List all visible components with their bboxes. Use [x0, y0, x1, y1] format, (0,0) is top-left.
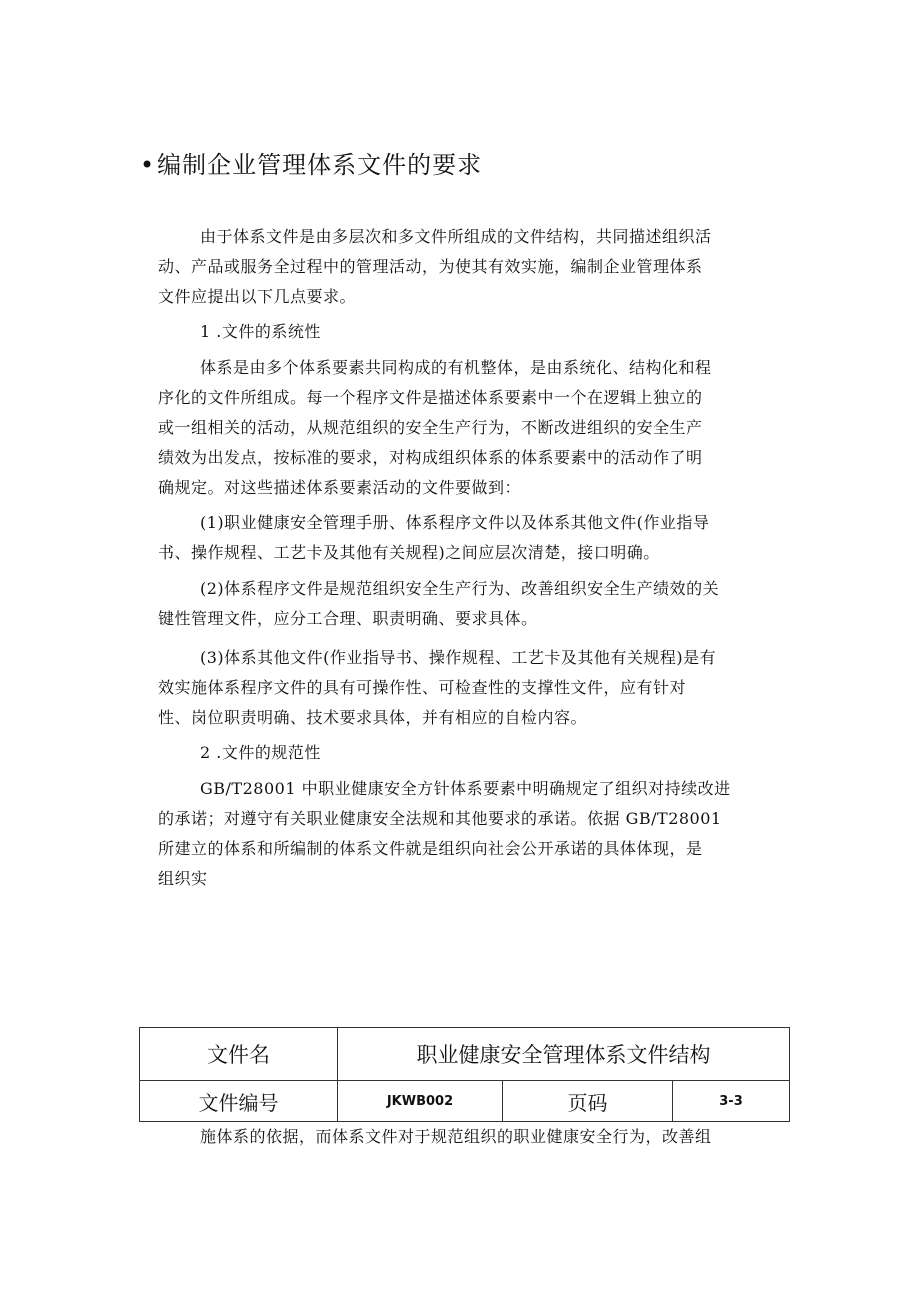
paragraph-line: 效实施体系程序文件的具有可操作性、可检查性的支撑性文件，应有针对 [158, 678, 687, 697]
paragraph-item-2 [158, 574, 780, 634]
paragraph-line: 确规定。对这些描述体系要素活动的文件要做到： [158, 478, 522, 497]
file-number-label: 文件编号 [140, 1081, 338, 1122]
page-label: 页码 [503, 1081, 673, 1122]
paragraph-line: 动、产品或服务全过程中的管理活动，为使其有效实施，编制企业管理体系 [158, 257, 703, 276]
paragraph-line: GB/T28001 中职业健康安全方针体系要素中明确规定了组织对持续改进 [200, 779, 731, 798]
paragraph-item-3 [158, 643, 780, 733]
document-footer-table [139, 1027, 790, 1122]
paragraph-item-1 [158, 508, 780, 568]
paragraph-line: 所建立的体系和所编制的体系文件就是组织向社会公开承诺的具体体现，是 [158, 839, 703, 858]
section-heading-2 [200, 738, 780, 768]
paragraph-line: 施体系的依据，而体系文件对于规范组织的职业健康安全行为，改善组 [200, 1127, 712, 1146]
paragraph-line: 的承诺；对遵守有关职业健康安全法规和其他要求的承诺。依据 GB/T28001 [158, 809, 722, 828]
paragraph-line: 2 .文件的规范性 [200, 743, 321, 762]
paragraph-line: 序化的文件所组成。每一个程序文件是描述体系要素中一个在逻辑上独立的 [158, 388, 703, 407]
paragraph-line: 键性管理文件，应分工合理、职责明确、要求具体。 [158, 609, 538, 628]
paragraph-line: 体系是由多个体系要素共同构成的有机整体，是由系统化、结构化和程 [200, 358, 712, 377]
file-name-value: 职业健康安全管理体系文件结构 [338, 1028, 790, 1081]
paragraph-line: 组织实 [158, 869, 208, 888]
paragraph-line: 或一组相关的活动，从规范组织的安全生产行为，不断改进组织的安全生产 [158, 418, 703, 437]
paragraph-line: (1)职业健康安全管理手册、体系程序文件以及体系其他文件(作业指导 [200, 513, 710, 532]
paragraph-intro [158, 222, 780, 312]
paragraph-line: 由于体系文件是由多层次和多文件所组成的文件结构，共同描述组织活 [200, 227, 712, 246]
page-value: 3-3 [673, 1081, 790, 1122]
paragraph-line: (3)体系其他文件(作业指导书、操作规程、工艺卡及其他有关规程)是有 [200, 648, 717, 667]
paragraph-line: 书、操作规程、工艺卡及其他有关规程)之间应层次清楚，接口明确。 [158, 543, 660, 562]
bullet-icon: • [140, 151, 156, 179]
page-heading [140, 145, 482, 180]
paragraph-line: 性、岗位职责明确、技术要求具体，并有相应的自检内容。 [158, 708, 588, 727]
heading-text: 编制企业管理体系文件的要求 [157, 151, 483, 179]
paragraph-line: 文件应提出以下几点要求。 [158, 287, 357, 306]
paragraph-system [158, 353, 780, 503]
file-number-value: JKWB002 [338, 1081, 503, 1122]
section-heading-1 [200, 317, 780, 347]
paragraph-line: 绩效为出发点，按标准的要求，对构成组织体系的体系要素中的活动作了明 [158, 448, 703, 467]
paragraph-line: (2)体系程序文件是规范组织安全生产行为、改善组织安全生产绩效的关 [200, 579, 720, 598]
paragraph-line: 1 .文件的系统性 [200, 322, 321, 341]
paragraph-standard [158, 774, 780, 894]
file-name-label: 文件名 [140, 1028, 338, 1081]
continuation-text [200, 1122, 780, 1152]
